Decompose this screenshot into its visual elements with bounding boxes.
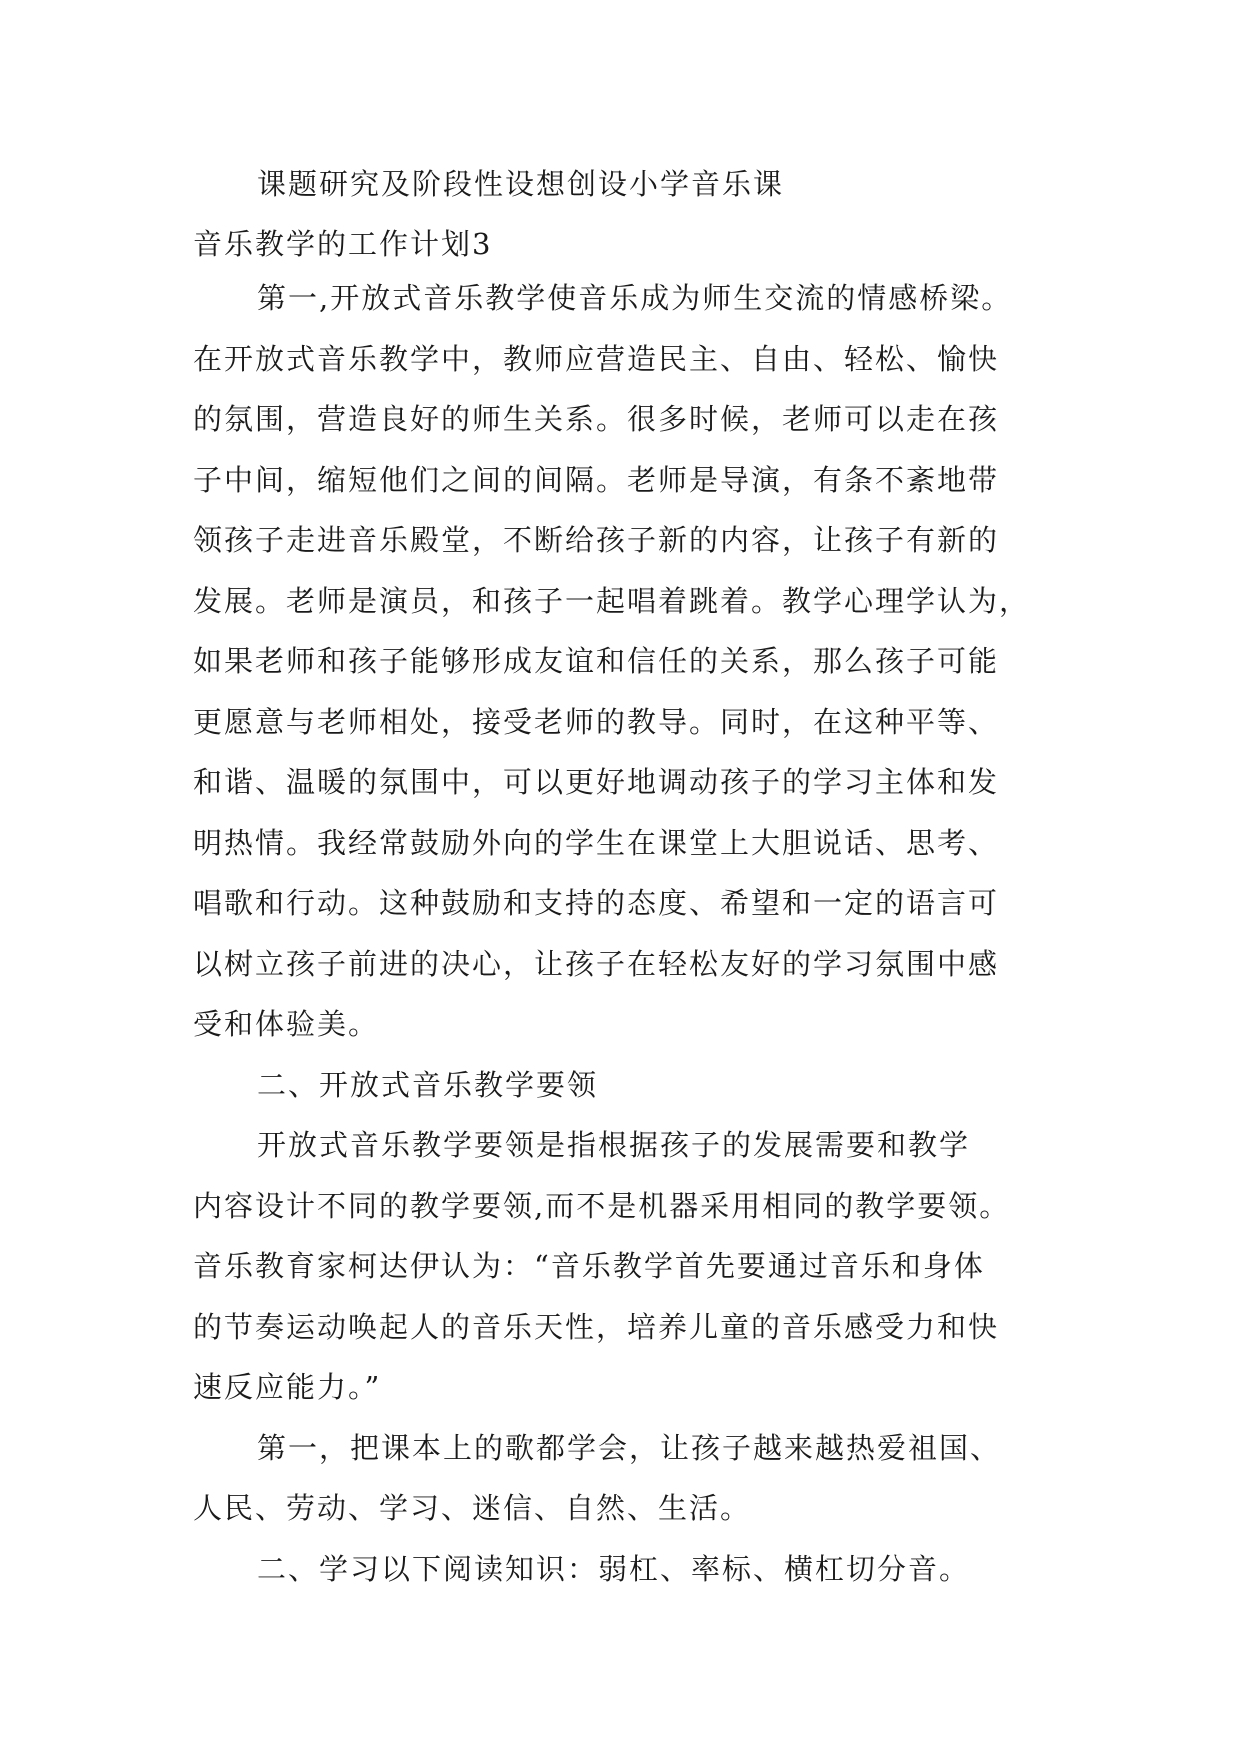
paragraph-line: 子中间，缩短他们之间的间隔。老师是导演，有条不紊地带: [193, 463, 1000, 497]
paragraph-line: 内容设计不同的教学要领,而不是机器采用相同的教学要领。: [193, 1189, 1011, 1223]
paragraph-line: 在开放式音乐教学中，教师应营造民主、自由、轻松、愉快: [193, 342, 1000, 376]
paragraph-line: 以树立孩子前进的决心，让孩子在轻松友好的学习氛围中感: [193, 947, 1000, 981]
paragraph-line: 第一,开放式音乐教学使音乐成为师生交流的情感桥梁。: [257, 281, 1013, 315]
heading-line-2: 音乐教学的工作计划3: [193, 227, 493, 261]
heading-line-1: 课题研究及阶段性设想创设小学音乐课: [257, 167, 785, 201]
paragraph-line: 发展。老师是演员，和孩子一起唱着跳着。教学心理学认为，: [193, 584, 1031, 618]
paragraph-line: 二、学习以下阅读知识：弱杠、率标、横杠切分音。: [257, 1552, 971, 1586]
paragraph-line: 领孩子走进音乐殿堂，不断给孩子新的内容，让孩子有新的: [193, 523, 1000, 557]
paragraph-line: 明热情。我经常鼓励外向的学生在课堂上大胆说话、思考、: [193, 826, 1000, 860]
paragraph-line: 更愿意与老师相处，接受老师的教导。同时，在这种平等、: [193, 705, 1000, 739]
paragraph-line: 的氛围，营造良好的师生关系。很多时候，老师可以走在孩: [193, 402, 1000, 436]
paragraph-line: 开放式音乐教学要领是指根据孩子的发展需要和教学: [257, 1128, 971, 1162]
paragraph-line: 人民、劳动、学习、迷信、自然、生活。: [193, 1491, 752, 1525]
paragraph-line: 速反应能力。”: [193, 1370, 382, 1404]
paragraph-line: 的节奏运动唤起人的音乐天性，培养儿童的音乐感受力和快: [193, 1310, 1000, 1344]
paragraph-line: 音乐教育家柯达伊认为：“音乐教学首先要通过音乐和身体: [193, 1249, 985, 1283]
paragraph-line: 唱歌和行动。这种鼓励和支持的态度、希望和一定的语言可: [193, 886, 1000, 920]
section-heading: 二、开放式音乐教学要领: [257, 1068, 599, 1102]
paragraph-line: 受和体验美。: [193, 1007, 380, 1041]
paragraph-line: 和谐、温暖的氛围中，可以更好地调动孩子的学习主体和发: [193, 765, 1000, 799]
paragraph-line: 第一，把课本上的歌都学会，让孩子越来越热爱祖国、: [257, 1431, 1002, 1465]
paragraph-line: 如果老师和孩子能够形成友谊和信任的关系，那么孩子可能: [193, 644, 1000, 678]
